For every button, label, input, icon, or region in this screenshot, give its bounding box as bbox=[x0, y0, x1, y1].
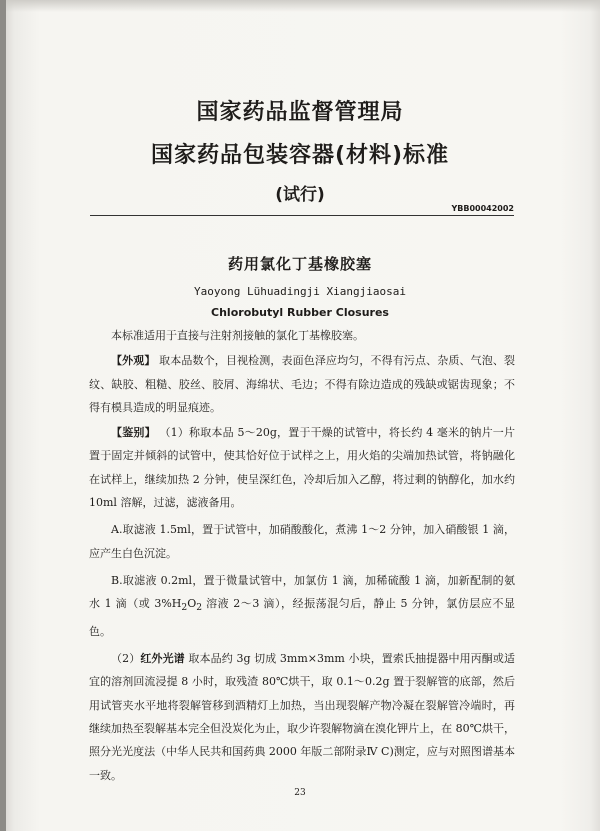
infrared-paragraph bbox=[89, 647, 515, 787]
standard-code: YBB00042002 bbox=[451, 204, 514, 213]
appearance-paragraph bbox=[89, 349, 515, 419]
appearance-text: 取本品数个，目视检测，表面色泽应均匀，不得有污点、杂质、气泡、裂纹、缺胶、粗糙、胶丝、胶屑、海绵状、毛边；不得有除边造成的残缺或锯齿现象；不得有模具造成的明显痕迹。 bbox=[89, 354, 515, 414]
infrared-heading: 红外光谱 bbox=[140, 652, 185, 666]
page-number: 23 bbox=[294, 788, 306, 798]
test-b-paragraph bbox=[89, 569, 515, 643]
test-b-text-end: 溶液 2～3 滴），经振荡混匀后，静止 5 分钟，氯仿层应不显色。 bbox=[89, 597, 515, 638]
identification-heading: 【鉴别】 bbox=[111, 426, 156, 440]
issuing-authority: 国家药品监督管理局 bbox=[196, 100, 404, 125]
identification-text: （1）称取本品 5～20g，置于干燥的试管中，将长约 4 毫米的钠片一片置于固定并倾斜的试管中，使其恰好位于试样之上，用火焰的尖端加热试管，将钠融化在试样上，继续加热 2 分钟，使呈深红色，冷却后加入乙醇，将过剩的钠醇化，加水约 10ml 溶解，过滤，滤液备用。 bbox=[89, 426, 515, 510]
test-b-subscript-2: 2 bbox=[196, 602, 203, 614]
test-a-paragraph bbox=[89, 518, 515, 565]
trial-label: (试行) bbox=[275, 185, 325, 205]
scope-text: 本标准适用于直接与注射剂接触的氯化丁基橡胶塞。 bbox=[111, 329, 364, 342]
product-name-chinese: 药用氯化丁基橡胶塞 bbox=[227, 255, 372, 273]
scope-paragraph bbox=[89, 324, 515, 347]
identification-paragraph bbox=[89, 421, 515, 514]
test-b-text-start: B.取滤液 0.2ml，置于微量试管中，加氯仿 1 滴，加稀硫酸 1 滴，加新配制的氨水 1 滴（或 3%H bbox=[89, 573, 515, 611]
product-name-pinyin: Yaoyong Lühuadingji Xiangjiaosai bbox=[194, 285, 406, 298]
test-b-text-mid: O bbox=[187, 597, 197, 611]
standard-body bbox=[89, 324, 515, 789]
infrared-number: （2） bbox=[111, 652, 141, 666]
header-rule bbox=[90, 215, 514, 216]
product-name-english: Chlorobutyl Rubber Closures bbox=[211, 306, 389, 319]
test-a-text: A.取滤液 1.5ml，置于试管中，加硝酸酸化，煮沸 1～2 分钟，加入硝酸银 1 滴，应产生白色沉淀。 bbox=[89, 523, 515, 560]
scan-shadow bbox=[0, 0, 600, 12]
test-b-subscript-1: 2 bbox=[181, 602, 188, 614]
infrared-text: 取本品约 3g 切成 3mm×3mm 小块，置索氏抽提器中用丙酮或适宜的溶剂回流浸提 8 小时，取残渣 80℃烘干，取 0.1～0.2g 置于裂解管的底部，然后用试管夹水平地将裂解管移到酒精灯上加热，当出现裂解产物冷凝在裂解管冷端时，再继续加热至裂解基本完全但没炭化为止，取少许裂解物滴在溴化钾片上，在 80℃烘干，照分光光度法（中华人民共和国药典 2000 年版二部附录Ⅳ C)测定，应与对照图谱基本一致。 bbox=[89, 652, 516, 782]
appearance-heading: 【外观】 bbox=[111, 354, 156, 368]
standard-title: 国家药品包装容器(材料)标准 bbox=[150, 143, 450, 168]
